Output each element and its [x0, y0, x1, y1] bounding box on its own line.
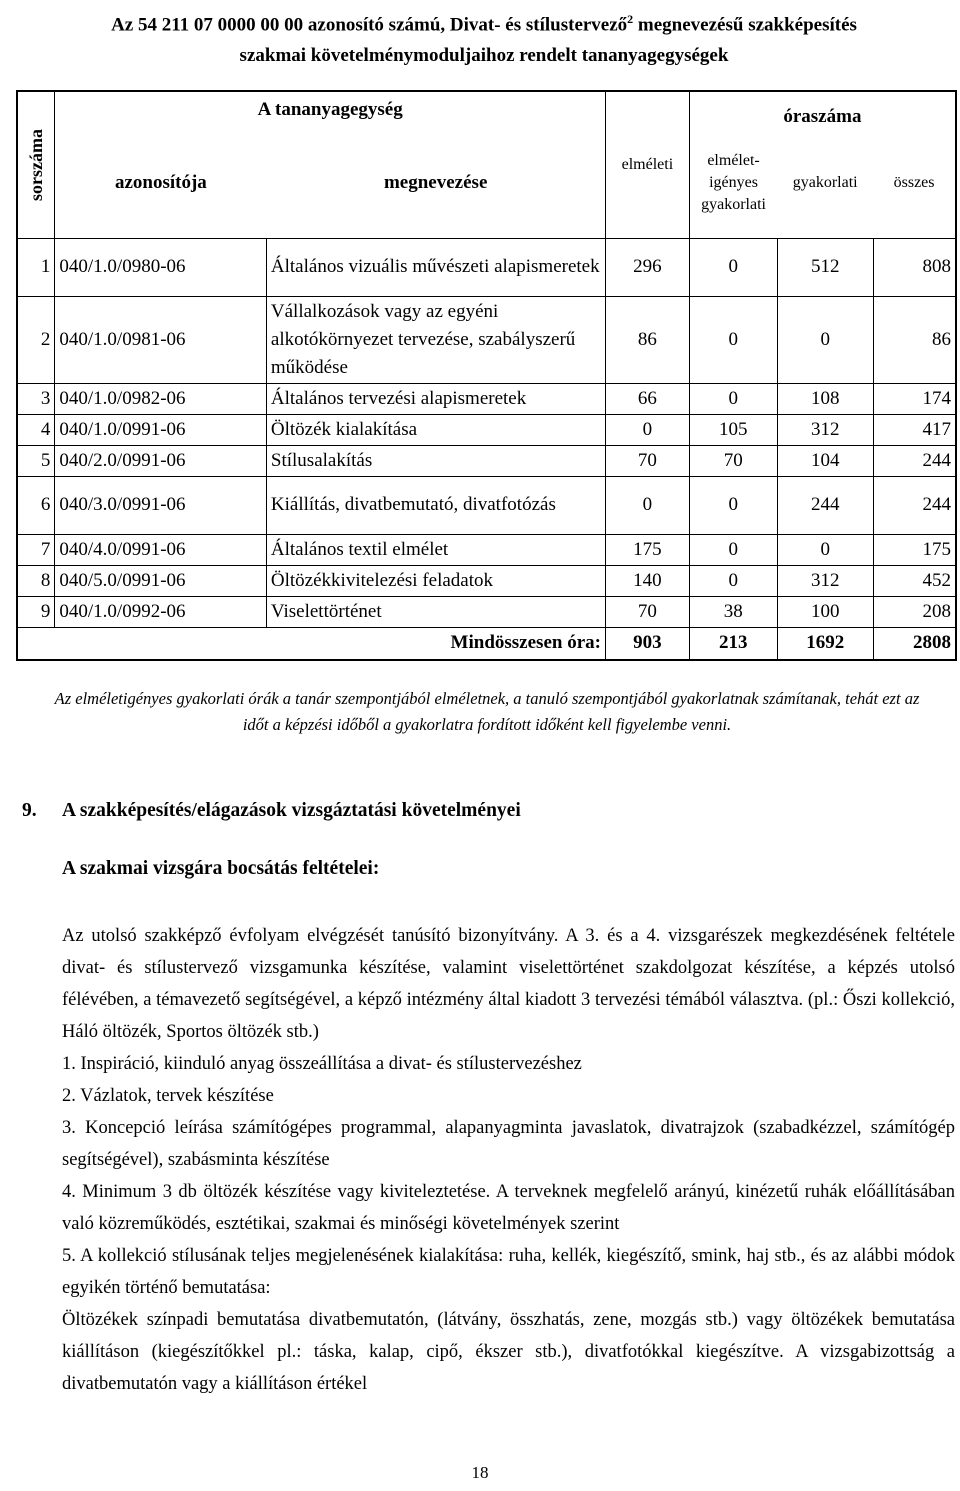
title-superscript: 2: [627, 12, 634, 26]
row-osszes: 808: [873, 238, 956, 296]
total-igenyes: 213: [689, 627, 777, 660]
row-elmeleti: 70: [605, 445, 689, 476]
title-line-2: szakmai követelménymoduljaihoz rendelt tananyagegységek: [239, 45, 729, 67]
row-osszes: 208: [873, 596, 956, 627]
row-igenyes: 0: [689, 238, 777, 296]
header-osszes: összes: [873, 128, 956, 238]
row-elmeleti: 66: [605, 383, 689, 414]
row-igenyes: 0: [689, 534, 777, 565]
header-oraszama: óraszáma: [689, 91, 956, 128]
list-item: 2. Vázlatok, tervek készítése: [62, 1086, 274, 1106]
row-id: 040/3.0/0991-06: [55, 476, 267, 534]
row-name: Általános vizuális művészeti alapismeretek: [266, 238, 605, 296]
row-igenyes: 0: [689, 476, 777, 534]
row-osszes: 86: [873, 296, 956, 383]
row-number: 9: [17, 596, 55, 627]
row-osszes: 175: [873, 534, 956, 565]
table-row: [17, 383, 956, 414]
header-elmeletigenyes: elmélet- igényes gyakorlati: [689, 128, 777, 238]
table-row: [17, 296, 956, 383]
row-osszes: 452: [873, 565, 956, 596]
row-id: 040/1.0/0992-06: [55, 596, 267, 627]
header-azonosito: azonosítója: [55, 128, 267, 238]
total-gyakorlati: 1692: [777, 627, 873, 660]
row-id: 040/2.0/0991-06: [55, 445, 267, 476]
row-gyakorlati: 100: [777, 596, 873, 627]
row-elmeleti: 86: [605, 296, 689, 383]
header-gyakorlati: gyakorlati: [777, 128, 873, 238]
row-id: 040/5.0/0991-06: [55, 565, 267, 596]
row-gyakorlati: 104: [777, 445, 873, 476]
title-line-1: [24, 4, 944, 40]
row-igenyes: 105: [689, 414, 777, 445]
table-row: [17, 445, 956, 476]
paragraph: Az utolsó szakképző évfolyam elvégzését tanúsító bizonyítvány. A 3. és a 4. vizsgarészek megkezdésének feltétele divat- és stílustervező vizsgamunka készítése, valamint viselettörténet szakdolgozat készítése, a képzés utolsó félévében, a témavezető segítségével, a képző intézmény által kiadott 3 tervezési témából választva. (pl.: Őszi kollekció, Háló öltözék, Sportos öltözék stb.): [62, 926, 955, 1042]
row-name: Stílusalakítás: [266, 445, 605, 476]
row-number: 6: [17, 476, 55, 534]
list-item: Öltözékek színpadi bemutatása divatbemutatón, (látvány, összhatás, zene, mozgás stb.) vagy öltözékek bemutatása kiállításon (kiegészítőkkel pl.: táska, kalap, cipő, ékszer stb.), divatfotókkal kiegészítve. A vizsgabizottság a divatbemutatón vagy a kiállításon értékel: [62, 1310, 955, 1394]
row-elmeleti: 0: [605, 476, 689, 534]
row-number: 8: [17, 565, 55, 596]
list-item: 3. Koncepció leírása számítógépes programmal, alapanyagminta javaslatok, divatrajzok (szabadkézzel, számítógép segítségével), szabásminta készítése: [62, 1118, 955, 1170]
list-item: 1. Inspiráció, kiinduló anyag összeállítása a divat- és stílustervezéshez: [62, 1054, 582, 1074]
row-igenyes: 38: [689, 596, 777, 627]
row-elmeleti: 140: [605, 565, 689, 596]
row-number: 7: [17, 534, 55, 565]
row-id: 040/1.0/0981-06: [55, 296, 267, 383]
section-title: A szakképesítés/elágazások vizsgáztatási követelményei: [62, 800, 521, 821]
row-gyakorlati: 312: [777, 565, 873, 596]
row-elmeleti: 296: [605, 238, 689, 296]
row-gyakorlati: 312: [777, 414, 873, 445]
page-number: 18: [471, 1463, 489, 1482]
list-item: 4. Minimum 3 db öltözék készítése vagy kiviteleztetése. A terveknek megfelelő arányú, kinézetű ruhák előállításában való közreműködés, esztétikai, szakmai és minőségi követelmények szerint: [62, 1182, 955, 1234]
section-heading: [22, 800, 521, 822]
row-igenyes: 0: [689, 296, 777, 383]
row-id: 040/1.0/0982-06: [55, 383, 267, 414]
header-elmeleti: elméleti: [605, 91, 689, 238]
row-id: 040/1.0/0991-06: [55, 414, 267, 445]
row-name: Öltözék kialakítása: [266, 414, 605, 445]
row-name: Általános textil elmélet: [266, 534, 605, 565]
curriculum-table: [16, 90, 957, 661]
row-elmeleti: 0: [605, 414, 689, 445]
section-number: 9.: [22, 800, 37, 821]
row-name: Öltözékkivitelezési feladatok: [266, 565, 605, 596]
row-name: Viselettörténet: [266, 596, 605, 627]
table-row: [17, 414, 956, 445]
row-osszes: 174: [873, 383, 956, 414]
row-number: 4: [17, 414, 55, 445]
row-number: 3: [17, 383, 55, 414]
table-row: [17, 565, 956, 596]
total-label: Mindösszesen óra:: [17, 627, 605, 660]
row-elmeleti: 70: [605, 596, 689, 627]
table-row: [17, 238, 956, 296]
title-line-1-end: megnevezésű szakképesítés: [633, 14, 857, 36]
row-gyakorlati: 0: [777, 296, 873, 383]
title-line-1-text: Az 54 211 07 0000 00 00 azonosító számú, Divat- és stílustervező: [111, 14, 628, 36]
total-elmeleti: 903: [605, 627, 689, 660]
row-id: 040/4.0/0991-06: [55, 534, 267, 565]
row-name: Vállalkozások vagy az egyéni alkotókörnyezet tervezése, szabályszerű működése: [266, 296, 605, 383]
header-megnevezes: megnevezése: [266, 128, 605, 238]
header-sorszam: sorszáma: [17, 91, 55, 238]
section-body: [62, 920, 955, 1400]
row-igenyes: 0: [689, 383, 777, 414]
total-row: [17, 627, 956, 660]
table-row: [17, 476, 956, 534]
row-elmeleti: 175: [605, 534, 689, 565]
section-subtitle: A szakmai vizsgára bocsátás feltételei:: [62, 858, 380, 879]
table-row: [17, 596, 956, 627]
row-number: 2: [17, 296, 55, 383]
row-name: Általános tervezési alapismeretek: [266, 383, 605, 414]
row-osszes: 244: [873, 476, 956, 534]
list-item: 5. A kollekció stílusának teljes megjelenésének kialakítása: ruha, kellék, kiegészítő, smink, haj stb., és az alábbi módok egyikén történő bemutatása:: [62, 1246, 955, 1298]
row-igenyes: 0: [689, 565, 777, 596]
row-gyakorlati: 512: [777, 238, 873, 296]
row-osszes: 417: [873, 414, 956, 445]
row-osszes: 244: [873, 445, 956, 476]
row-number: 5: [17, 445, 55, 476]
row-number: 1: [17, 238, 55, 296]
row-id: 040/1.0/0980-06: [55, 238, 267, 296]
row-gyakorlati: 0: [777, 534, 873, 565]
header-group: A tananyagegység: [55, 91, 606, 128]
row-gyakorlati: 244: [777, 476, 873, 534]
table-footnote: Az elméletigényes gyakorlati órák a tanár szempontjából elméletnek, a tanuló szempontjából gyakorlatnak számítanak, tehát ezt az időt a képzési időből a gyakorlatra fordított időként kell figyelembe venni.: [54, 689, 920, 734]
document-title: [24, 4, 944, 71]
table-row: [17, 534, 956, 565]
row-name: Kiállítás, divatbemutató, divatfotózás: [266, 476, 605, 534]
row-igenyes: 70: [689, 445, 777, 476]
row-gyakorlati: 108: [777, 383, 873, 414]
total-osszes: 2808: [873, 627, 956, 660]
